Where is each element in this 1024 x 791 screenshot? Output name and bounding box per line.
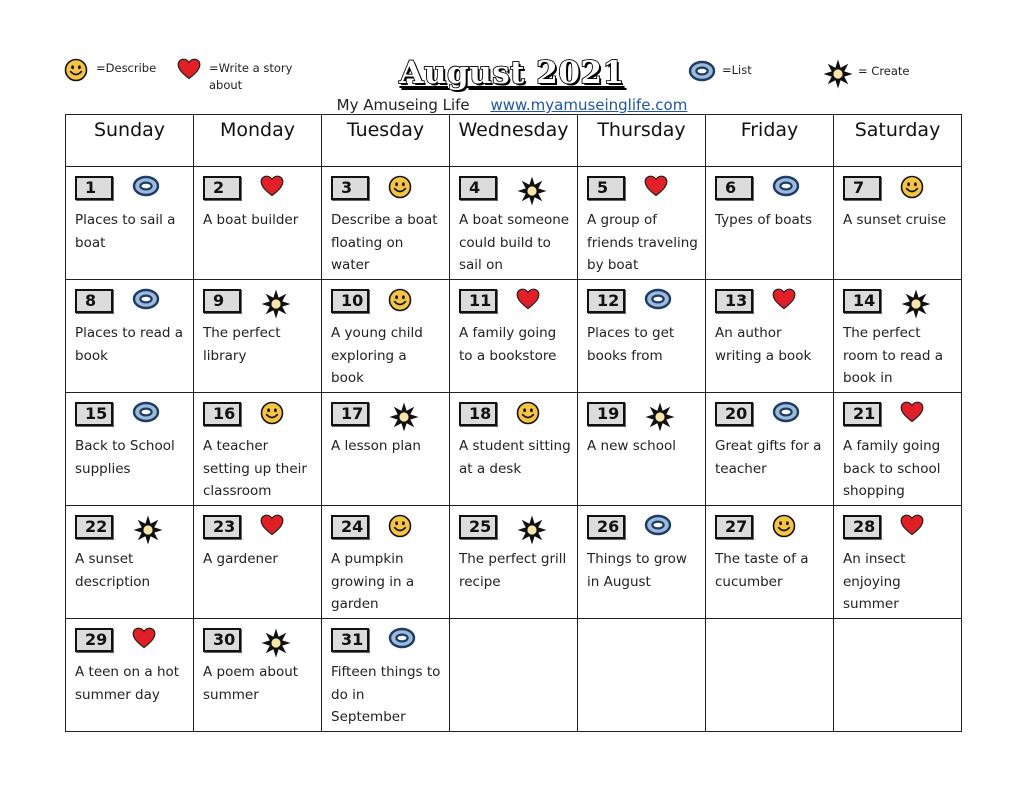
writing-prompt: An author writing a book bbox=[715, 325, 812, 364]
day-number: 26 bbox=[587, 515, 625, 539]
day-cell-content bbox=[194, 393, 321, 505]
day-number: 15 bbox=[75, 402, 113, 426]
sun-star-icon bbox=[260, 627, 292, 659]
legend-describe bbox=[64, 58, 156, 82]
oval-ring-icon bbox=[132, 401, 160, 423]
heart-icon bbox=[516, 288, 540, 310]
weekday-header-row bbox=[66, 115, 962, 167]
weekday-header: Sunday bbox=[66, 115, 194, 167]
writing-prompt: Types of boats bbox=[715, 212, 813, 228]
calendar-week-row bbox=[66, 619, 962, 732]
day-cell-content bbox=[66, 167, 193, 279]
writing-prompt: A new school bbox=[587, 438, 677, 454]
day-number: 17 bbox=[331, 402, 369, 426]
writing-prompt: An insect enjoying summer bbox=[843, 551, 906, 612]
oval-ring-icon bbox=[644, 514, 672, 536]
calendar-title-text: August 2021 bbox=[399, 55, 625, 91]
day-number: 30 bbox=[203, 628, 241, 652]
legend-label: = Create bbox=[858, 64, 910, 78]
day-number: 2 bbox=[203, 176, 241, 200]
day-number: 16 bbox=[203, 402, 241, 426]
day-number: 8 bbox=[75, 289, 113, 313]
legend-label: =Write a story about bbox=[209, 61, 293, 92]
day-number: 11 bbox=[459, 289, 497, 313]
day-cell-content bbox=[450, 393, 577, 505]
day-cell bbox=[834, 506, 962, 619]
day-number: 25 bbox=[459, 515, 497, 539]
legend-label: =List bbox=[722, 63, 752, 77]
writing-prompt: The perfect grill recipe bbox=[459, 551, 567, 590]
calendar-week-row bbox=[66, 280, 962, 393]
heart-icon bbox=[260, 514, 284, 536]
writing-prompt: A sunset description bbox=[75, 551, 151, 590]
weekday-header: Tuesday bbox=[322, 115, 450, 167]
day-cell bbox=[450, 280, 578, 393]
writing-prompt: Places to read a book bbox=[75, 325, 184, 364]
smiley-icon bbox=[900, 175, 924, 199]
day-cell-content bbox=[66, 619, 193, 731]
calendar-week-row bbox=[66, 506, 962, 619]
day-cell bbox=[706, 280, 834, 393]
day-number: 14 bbox=[843, 289, 881, 313]
day-cell bbox=[194, 393, 322, 506]
writing-prompt: Back to School supplies bbox=[75, 438, 175, 477]
calendar-week-row bbox=[66, 167, 962, 280]
day-cell-content bbox=[322, 619, 449, 731]
day-cell bbox=[66, 619, 194, 732]
day-number: 13 bbox=[715, 289, 753, 313]
empty-day-cell bbox=[578, 619, 706, 732]
blog-name: My Amuseing Life bbox=[336, 96, 470, 114]
writing-prompt: A group of friends traveling by boat bbox=[587, 212, 698, 273]
empty-day-cell bbox=[450, 619, 578, 732]
day-cell-content bbox=[322, 167, 449, 279]
writing-prompt: Fifteen things to do in September bbox=[331, 664, 441, 725]
day-number: 24 bbox=[331, 515, 369, 539]
calendar-title bbox=[300, 54, 724, 92]
day-number: 23 bbox=[203, 515, 241, 539]
website-link[interactable]: www.myamuseinglife.com bbox=[490, 96, 688, 114]
day-cell bbox=[578, 280, 706, 393]
day-cell bbox=[194, 506, 322, 619]
day-cell bbox=[834, 280, 962, 393]
empty-day-cell bbox=[834, 619, 962, 732]
writing-prompt: A boat builder bbox=[203, 212, 299, 228]
day-number: 4 bbox=[459, 176, 497, 200]
heart-icon bbox=[177, 58, 201, 80]
day-cell-content bbox=[450, 167, 577, 279]
day-cell bbox=[706, 393, 834, 506]
writing-prompt: The perfect library bbox=[203, 325, 281, 364]
writing-prompt: A poem about summer bbox=[203, 664, 299, 703]
oval-ring-icon bbox=[132, 288, 160, 310]
day-cell bbox=[578, 393, 706, 506]
day-cell-content bbox=[66, 506, 193, 618]
oval-ring-icon bbox=[772, 175, 800, 197]
writing-prompt: A student sitting at a desk bbox=[459, 438, 571, 477]
writing-prompt: A lesson plan bbox=[331, 438, 421, 454]
oval-ring-icon bbox=[132, 175, 160, 197]
day-cell-content bbox=[578, 506, 705, 618]
sun-star-icon bbox=[644, 401, 676, 433]
day-number: 31 bbox=[331, 628, 369, 652]
sun-star-icon bbox=[516, 514, 548, 546]
day-number: 19 bbox=[587, 402, 625, 426]
day-cell bbox=[322, 619, 450, 732]
day-cell-content bbox=[834, 393, 961, 505]
day-number: 7 bbox=[843, 176, 881, 200]
day-cell-content bbox=[706, 393, 833, 505]
day-number: 22 bbox=[75, 515, 113, 539]
day-cell-content bbox=[706, 280, 833, 392]
weekday-header: Friday bbox=[706, 115, 834, 167]
day-number: 21 bbox=[843, 402, 881, 426]
sun-star-icon bbox=[132, 514, 164, 546]
day-cell bbox=[194, 619, 322, 732]
day-cell bbox=[66, 280, 194, 393]
legend-write-story bbox=[177, 58, 299, 94]
sun-star-icon bbox=[516, 175, 548, 207]
writing-prompt: A sunset cruise bbox=[843, 212, 947, 228]
day-number: 1 bbox=[75, 176, 113, 200]
smiley-icon bbox=[516, 401, 540, 425]
smiley-icon bbox=[260, 401, 284, 425]
heart-icon bbox=[772, 288, 796, 310]
day-cell-content bbox=[834, 167, 961, 279]
heart-icon bbox=[900, 401, 924, 423]
writing-prompt: Describe a boat floating on water bbox=[331, 212, 438, 273]
weekday-header: Thursday bbox=[578, 115, 706, 167]
day-cell-content bbox=[706, 506, 833, 618]
day-cell bbox=[66, 506, 194, 619]
day-cell-content bbox=[322, 393, 449, 505]
day-cell-content bbox=[322, 506, 449, 618]
smiley-icon bbox=[772, 514, 796, 538]
day-cell-content bbox=[194, 167, 321, 279]
day-cell bbox=[450, 167, 578, 280]
day-number: 27 bbox=[715, 515, 753, 539]
day-cell bbox=[194, 167, 322, 280]
writing-prompt: A family going to a bookstore bbox=[459, 325, 557, 364]
smiley-icon bbox=[388, 514, 412, 538]
day-cell bbox=[66, 393, 194, 506]
day-number: 20 bbox=[715, 402, 753, 426]
writing-prompt: Places to get books from bbox=[587, 325, 675, 364]
writing-prompt: Things to grow in August bbox=[587, 551, 687, 590]
writing-prompt: Great gifts for a teacher bbox=[715, 438, 822, 477]
day-cell-content bbox=[194, 619, 321, 731]
day-cell bbox=[706, 506, 834, 619]
day-cell-content bbox=[834, 506, 961, 618]
empty-day-cell bbox=[706, 619, 834, 732]
day-number: 6 bbox=[715, 176, 753, 200]
day-cell bbox=[834, 393, 962, 506]
writing-prompt: A gardener bbox=[203, 551, 278, 567]
legend-create bbox=[822, 58, 910, 90]
heart-icon bbox=[260, 175, 284, 197]
day-cell bbox=[578, 167, 706, 280]
writing-prompt: A boat someone could build to sail on bbox=[459, 212, 570, 273]
day-cell bbox=[834, 167, 962, 280]
day-number: 9 bbox=[203, 289, 241, 313]
day-cell bbox=[706, 167, 834, 280]
writing-prompt: A teen on a hot summer day bbox=[75, 664, 180, 703]
subtitle-row bbox=[300, 95, 724, 115]
legend-label: =Describe bbox=[96, 61, 157, 75]
writing-prompt: A family going back to school shopping bbox=[843, 438, 941, 499]
oval-ring-icon bbox=[772, 401, 800, 423]
sun-star-icon bbox=[260, 288, 292, 320]
day-cell bbox=[322, 393, 450, 506]
day-cell-content bbox=[66, 393, 193, 505]
day-cell-content bbox=[322, 280, 449, 392]
writing-prompt: A young child exploring a book bbox=[331, 325, 423, 386]
day-number: 29 bbox=[75, 628, 113, 652]
day-number: 3 bbox=[331, 176, 369, 200]
day-number: 5 bbox=[587, 176, 625, 200]
heart-icon bbox=[132, 627, 156, 649]
calendar-week-row bbox=[66, 393, 962, 506]
writing-prompt: Places to sail a boat bbox=[75, 212, 176, 251]
day-cell-content bbox=[450, 506, 577, 618]
day-cell bbox=[578, 506, 706, 619]
day-number: 28 bbox=[843, 515, 881, 539]
smiley-icon bbox=[388, 175, 412, 199]
day-cell-content bbox=[194, 280, 321, 392]
weekday-header: Wednesday bbox=[450, 115, 578, 167]
smiley-icon bbox=[388, 288, 412, 312]
writing-prompt: The taste of a cucumber bbox=[715, 551, 809, 590]
day-cell-content bbox=[578, 393, 705, 505]
day-cell-content bbox=[194, 506, 321, 618]
heart-icon bbox=[900, 514, 924, 536]
day-number: 18 bbox=[459, 402, 497, 426]
day-cell bbox=[450, 393, 578, 506]
day-cell-content bbox=[66, 280, 193, 392]
day-cell bbox=[194, 280, 322, 393]
day-cell-content bbox=[578, 167, 705, 279]
oval-ring-icon bbox=[388, 627, 416, 649]
day-cell-content bbox=[706, 167, 833, 279]
sun-star-icon bbox=[822, 58, 854, 90]
sun-star-icon bbox=[900, 288, 932, 320]
day-cell bbox=[66, 167, 194, 280]
writing-prompt: A teacher setting up their classroom bbox=[203, 438, 307, 499]
day-cell-content bbox=[578, 280, 705, 392]
weekday-header: Saturday bbox=[834, 115, 962, 167]
day-number: 10 bbox=[331, 289, 369, 313]
writing-prompt: The perfect room to read a book in bbox=[843, 325, 944, 386]
day-cell-content bbox=[834, 280, 961, 392]
day-cell bbox=[322, 506, 450, 619]
calendar-grid bbox=[65, 114, 962, 732]
day-cell-content bbox=[450, 280, 577, 392]
day-cell bbox=[322, 167, 450, 280]
heart-icon bbox=[644, 175, 668, 197]
sun-star-icon bbox=[388, 401, 420, 433]
writing-prompt: A pumpkin growing in a garden bbox=[331, 551, 415, 612]
day-cell bbox=[450, 506, 578, 619]
day-number: 12 bbox=[587, 289, 625, 313]
weekday-header: Monday bbox=[194, 115, 322, 167]
day-cell bbox=[322, 280, 450, 393]
smiley-icon bbox=[64, 58, 88, 82]
oval-ring-icon bbox=[644, 288, 672, 310]
